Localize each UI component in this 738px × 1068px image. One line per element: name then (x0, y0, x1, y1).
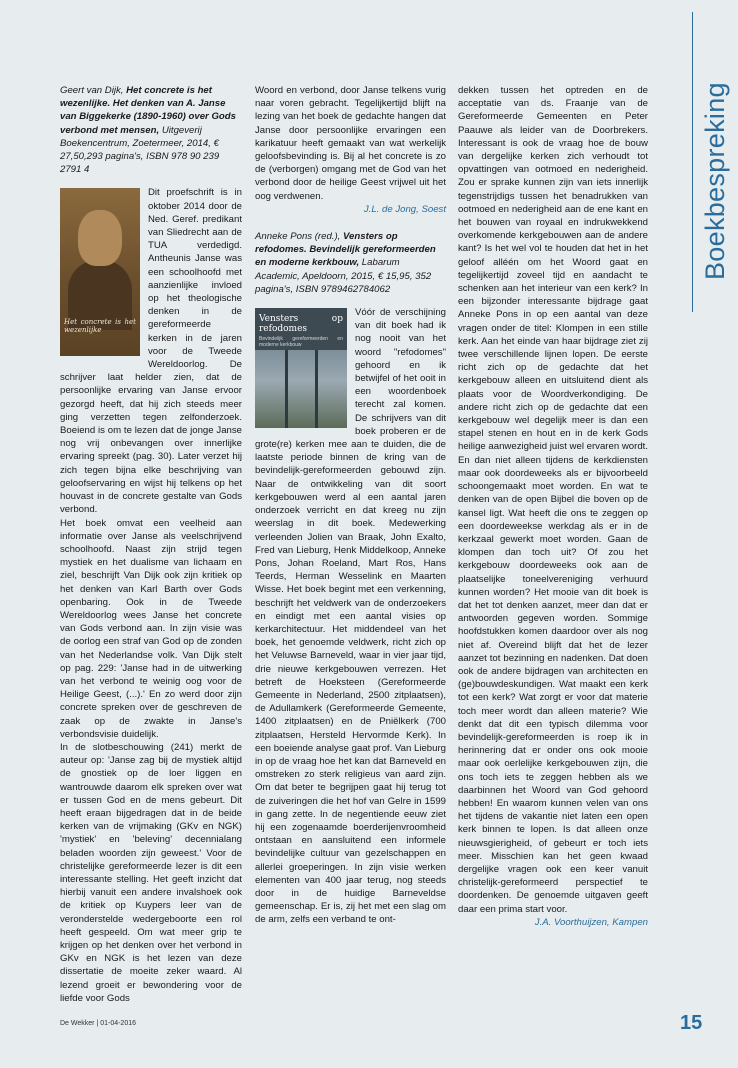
review1-book-cover (60, 188, 140, 356)
window-frame-bar (315, 350, 318, 428)
review2-paragraph-2: dekken tussen het optreden en de acceptatie van ds. Fraanje van de Gereformeerde Gemeenten en Peter Paauwe als leider van de Doorbrekers. Interessant is ook de vraag hoe de bouw van dergelijke kerken zich verhoudt tot opvattingen van ootmoed en nederigheid. Zou er sprake kunnen zijn van iets innerlijk tegenstrijdigs tussen het benadrukken van ootmoed en nederigheid aan de ene kant en het bouwen van royaal en indrukwekkend overkomende kerkgebouwen aan de andere kant? Is het wel vol te houden dat het in het geloof alléén om het Woord gaat en tegelijkertijd zoveel tijd en aandacht te schenken aan het interieur van een kerk? In een bijzonder interessante bijdrage gaat Anneke Pons in op een aantal van deze vragen onder de titel: Klompen in een stille kerk. Aan het einde van haar bijdrage ziet zij twee verschillende lijnen lopen. De eerste richt zich op de gedachte dat het kerkgebouw alleen en uitsluitend dient als plaats voor de Woordverkondiging. De andere richt zich op de gedachte dat een kerkgebouw wel degelijk meer is dan een stapel stenen en hout en in de kerk Gods heilige aanwezigheid juist wel ervaren wordt. En dan niet alleen tijdens de kerkdiensten maar ook doordeweeks als er bijvoorbeeld schoongemaakt moet worden. En wat te denken van de open Bijbel die boven op de kansel ligt. Wat heeft die ons te zeggen op een doordeweekse werkdag als er in de kerkzaal gewerkt moet worden. Gaan de klompen dan toch uit? Of zou het kerkgebouw doordeweeks ook aan de plaatselijke toneelvereniging verhuurd kunnen worden? Het mooie van dit boek is dat het tot denken aanzet, meer dan dat er antwoorden gegeven worden. Sommige hoofdstukken komen daardoor over als nog niet af. Overeind blijft dat het de lezer aanzet tot bezinning en nadenken. Dat doen ook de andere bijdragen van architecten en (ge)bouwdeskundigen. Wat maakt een kerk tot een kerk? Wat zorgt er voor dat materie toch meer wordt dan alleen materie? Wie denkt dat dit een typisch dilemma voor bevindelijk-gereformeerden is roep ik in herinnering dat er onder ons ook mooie maar ook oerlelijke kerkgebouwen zijn, die ons toch iets te zeggen hebben als we daarbinnen het Woord van God gehoord hebben! En waarom kunnen velen van ons het tijdens de vakantie niet laten een open kerk binnen te lopen. Is dat alleen onze nieuwsgierigheid, of gebeurt er toch iets meer. Misschien kan het geen kwaad dergelijke vragen ook een keer vanuit christelijk-gereformeerd perspectief te doordenken. De genoemde uitgaven geeft daar een prima start voor. (458, 85, 648, 915)
review1-bibliography (60, 84, 242, 176)
review2-cover-subtitle: Bevindelijk gereformeerden en moderne kerkbouw (259, 336, 343, 349)
review2-paragraph-1: Vóór de verschijning van dit boek had ik nog nooit van het woord "refodomes" gehoord en ik betwijfel of het ooit in een woordenboek terecht zal komen. De schrijvers van dit boek proberen er de grote(re) kerken mee aan te duiden, die de laatste periode binnen de kring van de bevindelijk-gereformeerden gebouwd zijn. Naar de ontwikkeling van dit soort kerkgebouwen werd al een aantal jaren onderzoek verricht en dat kreeg nu zijn weerslag in dit boek. Medewerking verleenden Jolien van Braak, John Exalto, Fred van Lieburg, Henk Middelkoop, Anneke Pons, Johan Roeland, Mart Ros, Hans Teerds, Herman Wesselink en Maarten Wisse. Het boek begint met een verkenning, beschrijft het veldwerk van de onderzoekers en eindigt met een aantal visies op kerkarchitectuur. Het middendeel van het boek, het genoemde veldwerk, richt zich op het Veluwse Barneveld, waar in vier jaar tijd, drie nieuwe kerkgebouwen verrezen. Het betreft de Hoeksteen (Gereformeerde Gemeente in Nederland, 2500 zitplaatsen), de Adullamkerk (Gereformeerde Gemeente, 1400 zitplaatsen) en de Pniëlkerk (700 zitplaatsen, Hersteld Hervormde Kerk). In een boeiende analyse gaat prof. Van Lieburg in op de vraag hoe het kan dat Barneveld en omstreken zo sterk religieus van aard zijn. Om dat beter te begrijpen gaat hij terug tot de zuiveringen die het hof van Gelre in 1599 in gang zette. In de negentiende eeuw ziet hij een zogenaamde boerderijenvroomheid ontstaan en aansluitend een informele bevindelijke cultuur van gezelschappen en allerlei groeperingen. In zijn visie werken elementen van 400 jaar terug, nog steeds door in de huidige Barneveldse gemeenschap. Er is, zij het met een slag om de arm, zelfs een verband te ont- (255, 307, 446, 926)
review1-paragraph-3: In de slotbeschouwing (241) merkt de auteur op: 'Janse zag bij de mystiek altijd de gnostiek op de loer liggen en wantrouwde daarom elk spreken over wat er tussen God en de mens gebeurt. Dit heeft eraan bijgedragen dat in de beide kerken van de vrijmaking (GKv en NGK) 'mystiek' en 'beleving' decennialang beladen woorden zijn geweest.' Voor de christelijke gereformeerde lezer is dit een interessante stelling. Het geeft inzicht dat hierbij vanuit een andere invalshoek ook de kritiek op Kuypers leer van de veronderstelde wedergeboorte een rol heeft gespeeld. Om wat meer grip te krijgen op het denken over het verbond in GKv en NGK is het lezen van deze dissertatie de moeite zeker waard. Al lezend groeit er bewondering voor de liefde voor Gods (60, 741, 242, 1004)
cover-window-image (255, 350, 347, 428)
review1-signature: J.L. de Jong, Soest (363, 203, 446, 215)
portrait-face (78, 210, 122, 266)
review2-title: Vensters op refodomes. Bevindelijk gereformeerden en moderne kerkbouw, (255, 231, 436, 269)
review1-details: Uitgeverij Boekencentrum, Zoetermeer, 2014, € 27,50,293 pagina's, ISBN 978 90 239 2791 4 (60, 124, 220, 176)
review2-book-cover (255, 308, 347, 428)
column-3 (458, 84, 648, 929)
section-divider-line (692, 12, 693, 312)
review1-paragraph-1: Dit proefschrift is in oktober 2014 door de Ned. Geref. predikant van Sliedrecht aan de TUA verdedigd. Antheunis Janse was een schoolhoofd met aanzienlijke invloed op het theologische denken in de gereformeerde kerken in de jaren voor de Tweede Wereldoorlog. De schrijver laat helder zien, dat de persoonlijke ervaring van Janse ervoor gezorgd heeft, dat hij zich steeds meer ging verzetten tegen zelfonderzoek. Boeiend is om te lezen dat de jonge Janse nog vrij onbevangen over innerlijke ervaring spreekt (pag. 30). Later verzet hij zich tegen bijna elke beschrijving van geloofservaring en wijst hij telkens op het houvast in de concrete gestalte van Gods verbond. (60, 187, 242, 516)
section-title (700, 80, 738, 280)
column-1 (60, 84, 242, 1005)
review1-paragraph-2: Het boek omvat een veelheid aan informatie over Janse als veelschrijvend schoolhoofd. Naast zijn strijd tegen mystiek en het dualisme van lichaam en ziel, beschrijft Van Dijk ook zijn kritiek op het denken van Karl Barth over Gods openbaring. Ook in de Tweede Wereldoorlog wees Janse het concrete van Gods verbond aan. In zijn visie was de oorlog een straf van God op de zonden van het Nederlandse volk. Van Dijk stelt op pag. 229: 'Janse had in de uitwerking van het verbond te weinig oog voor de Heilige Geest, (...).' En zo werd door zijn concrete spreken over de geschreven de zaak op de zwakte in Janse's verbondsvisie duidelijk. (60, 517, 242, 740)
review2-bibliography (255, 230, 446, 296)
review2-signature: J.A. Voorthuijzen, Kampen (534, 916, 648, 928)
page-number: 15 (680, 1012, 703, 1034)
column-2 (255, 84, 446, 927)
review2-details: Labarum Academic, Apeldoorn, 2015, € 15,95, 352 pagina's, ISBN 9789462784062 (255, 257, 432, 295)
review1-cover-title: Het concrete is het wezenlijke (64, 318, 136, 335)
review1-title: Het concrete is het wezenlijke. Het denken van A. Janse van Biggekerke (1890-1960) over Gods verbond met mensen, (60, 85, 236, 136)
review1-paragraph-4: Woord en verbond, door Janse telkens vurig naar voren gebracht. Tegelijkertijd blijft na lezing van het boek de gedachte hangen dat Janse door persoonlijke ervaringen een karikatuur heeft gemaakt van wat werkelijk geloofsbevinding is. Bij al het concrete is zo de (verborgen) omgang met de God van het verbond door de heilige Geest vrijwel uit het oog verdwenen. (255, 85, 446, 202)
section-title-text: Boekbespreking (700, 82, 730, 280)
window-frame-bar (285, 350, 288, 428)
footer-publication: De Wekker | 01-04-2016 (60, 1020, 137, 1027)
review2-cover-title: Vensters op refodomes (259, 314, 343, 335)
review2-author: Anneke Pons (red.), (255, 231, 343, 243)
review1-author: Geert van Dijk, (60, 85, 127, 96)
